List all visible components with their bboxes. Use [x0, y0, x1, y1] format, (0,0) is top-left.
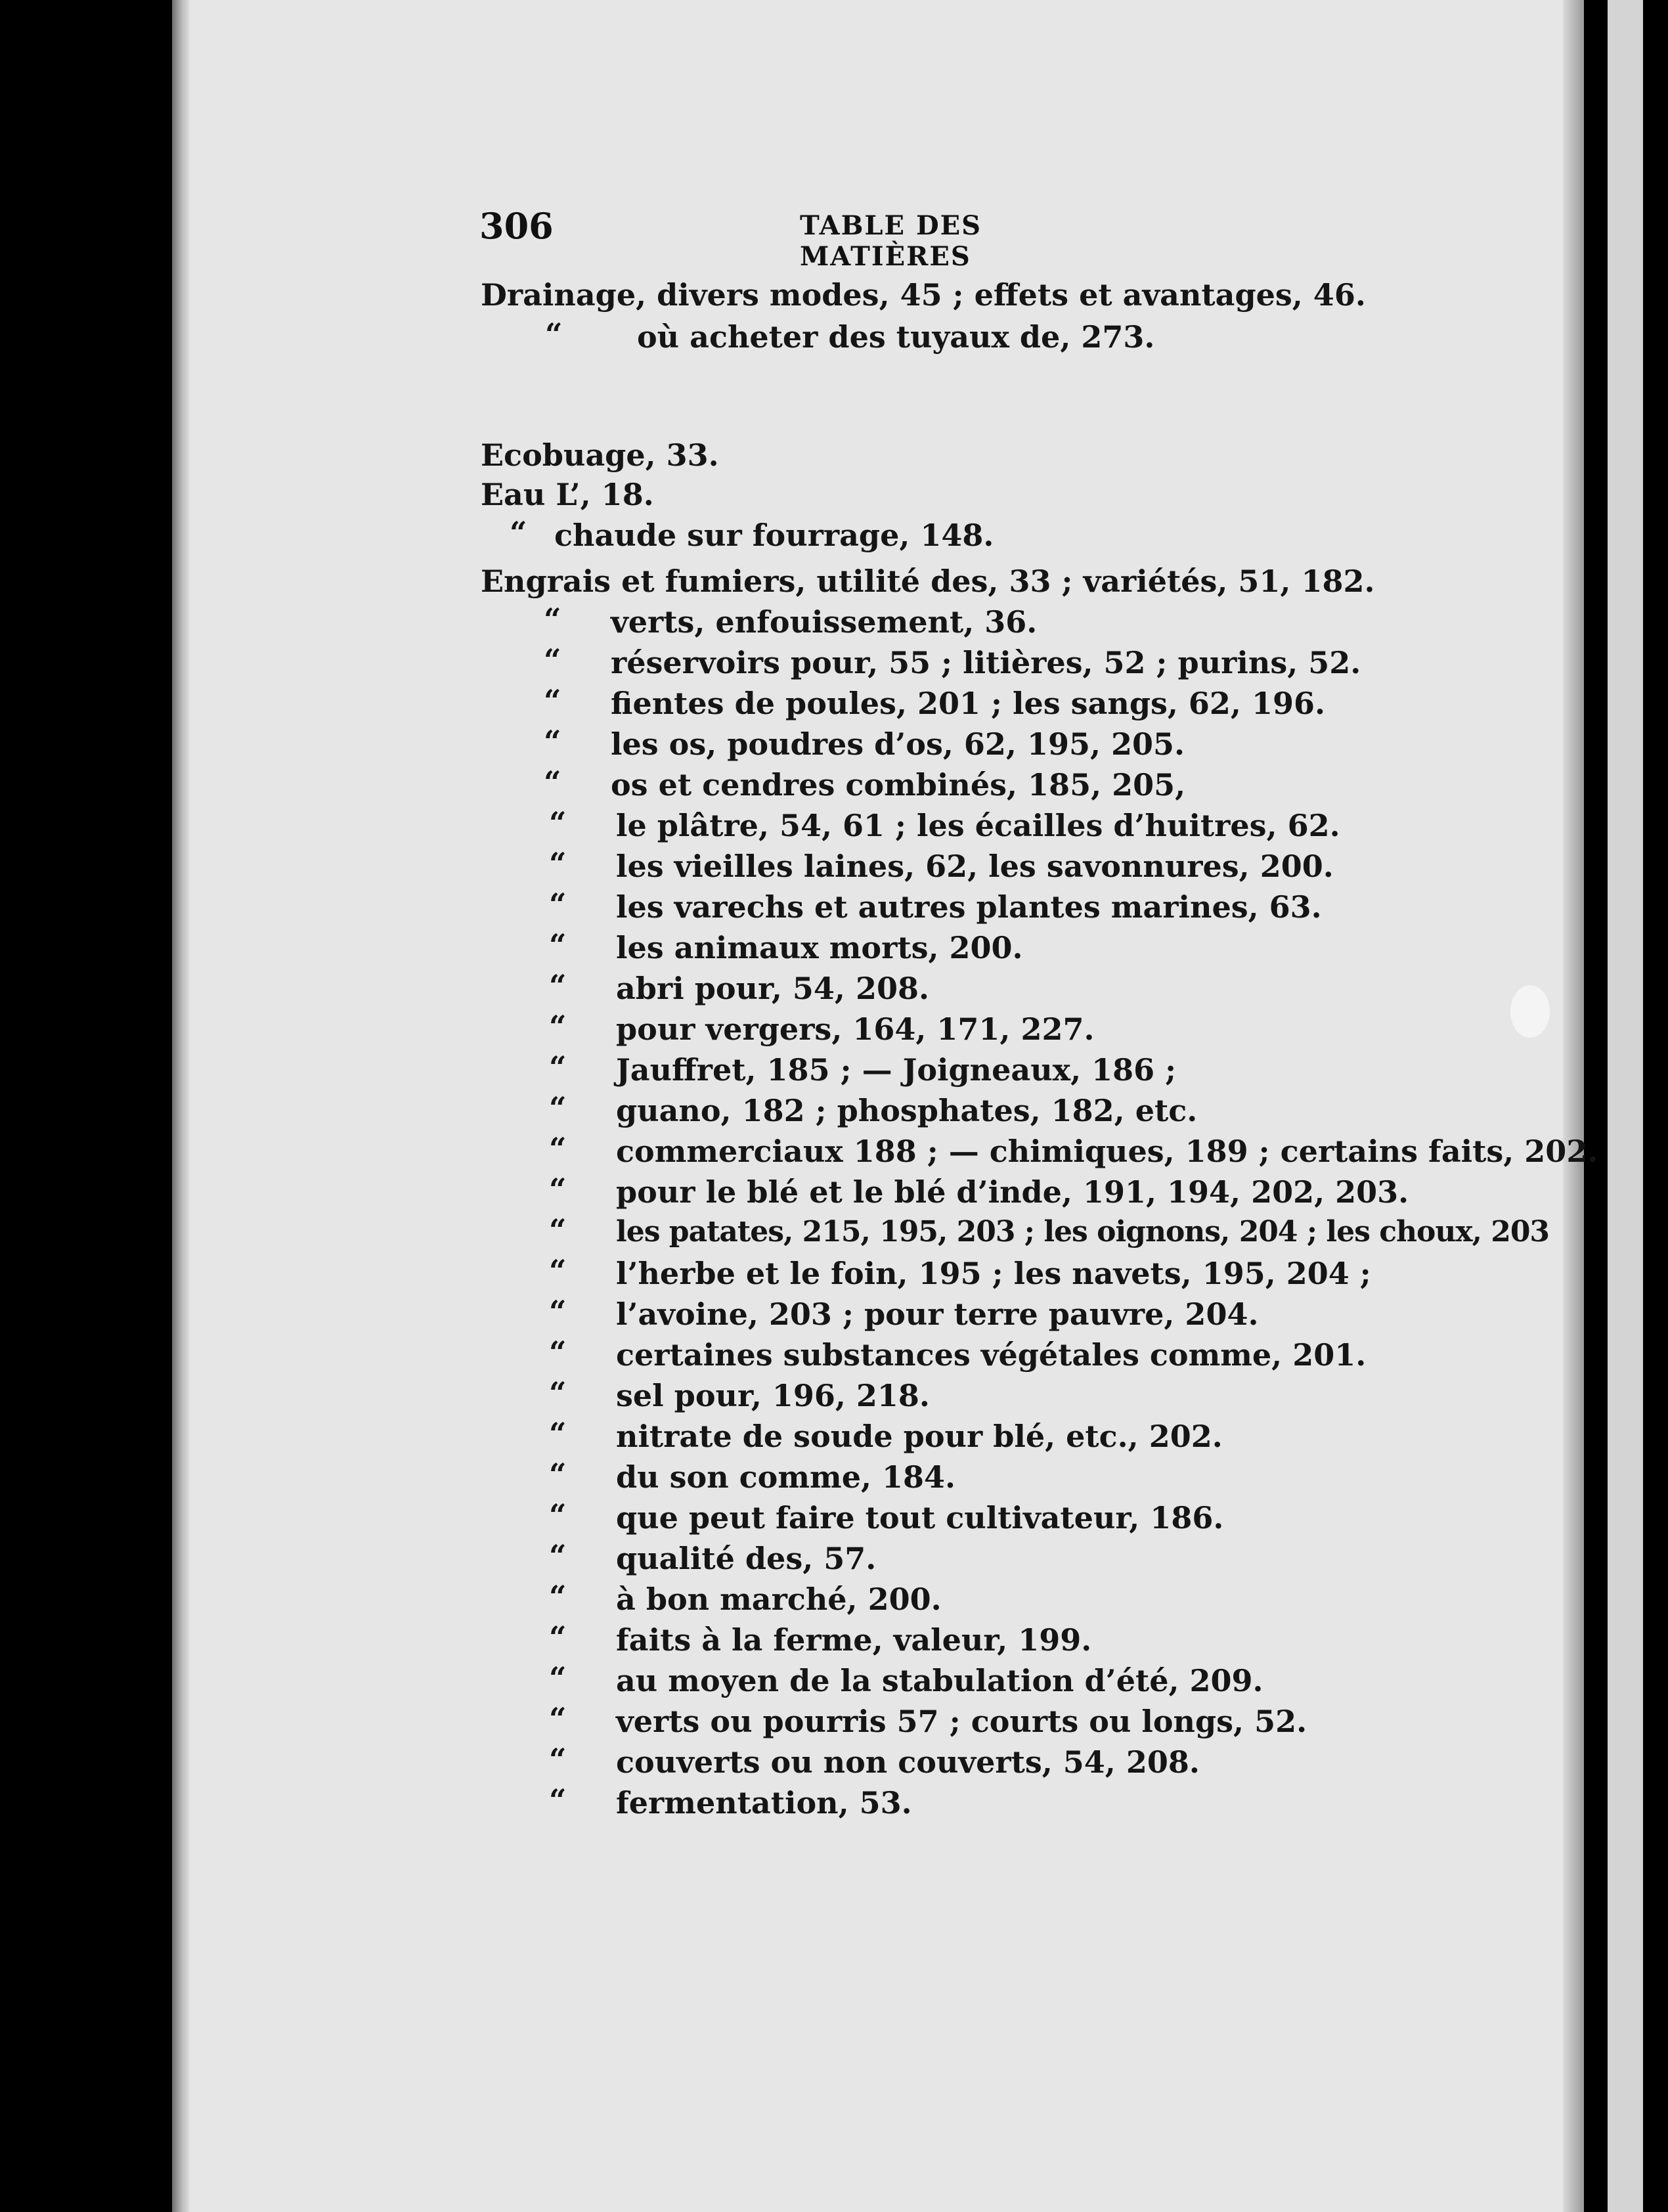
ditto-mark: “ — [549, 1660, 567, 1696]
entry-text: réservoirs pour, 55 ; litières, 52 ; purins, 52. — [611, 645, 1361, 680]
entry-text: fermentation, 53. — [616, 1785, 912, 1821]
entry-text: pour le blé et le blé d’inde, 191, 194, 202, 203. — [616, 1174, 1409, 1210]
entry-text: où acheter des tuyaux de, 273. — [637, 319, 1155, 355]
entry-eau — [481, 479, 654, 510]
entry-text: l’herbe et le foin, 195 ; les navets, 195, 204 ; — [616, 1256, 1371, 1291]
ditto-mark: “ — [549, 1416, 567, 1451]
ditto-mark: “ — [549, 1212, 567, 1248]
ditto-mark: “ — [544, 724, 561, 759]
ditto-mark: “ — [549, 1538, 567, 1574]
ditto-mark: “ — [549, 968, 567, 1004]
entry-ecobuage — [481, 437, 719, 473]
entry-text: verts, enfouissement, 36. — [611, 604, 1038, 640]
entry-text: fientes de poules, 201 ; les sangs, 62, 196. — [611, 686, 1325, 721]
entry-text: nitrate de soude pour blé, etc., 202. — [616, 1419, 1223, 1454]
entry-text: du son comme, 184. — [616, 1459, 956, 1495]
ditto-mark: “ — [549, 1009, 567, 1044]
entry-text: à bon marché, 200. — [616, 1582, 942, 1617]
ditto-mark: “ — [544, 602, 561, 637]
entry-text: Jauffret, 185 ; — Joigneaux, 186 ; — [616, 1052, 1177, 1088]
ditto-mark: “ — [544, 683, 561, 719]
entry-text: abri pour, 54, 208. — [616, 971, 929, 1006]
ditto-mark: “ — [549, 1050, 567, 1085]
entry-text: l’avoine, 203 ; pour terre pauvre, 204. — [616, 1296, 1259, 1332]
entry-text: les animaux morts, 200. — [616, 930, 1023, 965]
entry-text: pour vergers, 164, 171, 227. — [616, 1011, 1095, 1047]
ditto-mark: “ — [544, 764, 561, 800]
entry-text: Ecobuage, 33. — [481, 437, 719, 473]
ditto-mark: “ — [549, 1294, 567, 1329]
entry-engrais — [481, 564, 1375, 599]
entry-text: faits à la ferme, valeur, 199. — [616, 1622, 1092, 1658]
entry-text: que peut faire tout cultivateur, 186. — [616, 1500, 1224, 1536]
ditto-mark: “ — [549, 927, 567, 963]
entry-text: sel pour, 196, 218. — [616, 1378, 930, 1413]
entry-text: les patates, 215, 195, 203 ; les oignons, 204 ; les choux, 203 — [616, 1215, 1550, 1249]
page-number: 306 — [479, 205, 554, 247]
ditto-mark: “ — [510, 515, 527, 550]
ditto-mark: “ — [549, 1131, 567, 1166]
entry-text: chaude sur fourrage, 148. — [554, 518, 994, 553]
running-title: TABLE DES MATIÈRES — [800, 210, 982, 272]
ditto-mark: “ — [549, 1375, 567, 1411]
ditto-mark: “ — [549, 1335, 567, 1370]
ditto-mark: “ — [544, 642, 561, 678]
ditto-mark: “ — [549, 805, 567, 841]
entry-text: qualité des, 57. — [616, 1541, 877, 1576]
entry-text: les vieilles laines, 62, les savonnures, 200. — [616, 849, 1334, 884]
entry-text: Drainage, divers modes, 45 ; effets et avantages, 46. — [481, 277, 1366, 313]
entry-text: os et cendres combinés, 185, 205, — [611, 767, 1186, 803]
entry-text: Engrais et fumiers, utilité des, 33 ; variétés, 51, 182. — [481, 564, 1375, 599]
entry-text: commerciaux 188 ; — chimiques, 189 ; certains faits, 202. — [616, 1134, 1598, 1169]
ditto-mark: “ — [549, 1253, 567, 1289]
ditto-mark: “ — [549, 846, 567, 881]
entry-text: certaines substances végétales comme, 201. — [616, 1337, 1367, 1373]
entry-text: le plâtre, 54, 61 ; les écailles d’huitres, 62. — [616, 808, 1340, 843]
ditto-mark: “ — [549, 1457, 567, 1492]
entry-drainage — [481, 277, 1366, 313]
ditto-mark: “ — [549, 1579, 567, 1614]
entry-text: guano, 182 ; phosphates, 182, etc. — [616, 1093, 1198, 1128]
ditto-mark: “ — [549, 1090, 567, 1126]
ditto-mark: “ — [549, 1172, 567, 1207]
entry-text: verts ou pourris 57 ; courts ou longs, 52. — [616, 1704, 1307, 1739]
entry-text: couverts ou non couverts, 54, 208. — [616, 1744, 1200, 1780]
ditto-mark: “ — [549, 1497, 567, 1533]
ditto-mark: “ — [549, 887, 567, 922]
entry-text: les os, poudres d’os, 62, 195, 205. — [611, 726, 1185, 762]
entry-text: au moyen de la stabulation d’été, 209. — [616, 1663, 1263, 1698]
entry-text: les varechs et autres plantes marines, 63. — [616, 889, 1322, 925]
ditto-mark: “ — [545, 317, 563, 352]
ditto-mark: “ — [549, 1620, 567, 1655]
ditto-mark: “ — [549, 1701, 567, 1736]
ditto-mark: “ — [549, 1742, 567, 1777]
ditto-mark: “ — [549, 1782, 567, 1818]
entry-text: Eau L’, 18. — [481, 477, 654, 512]
